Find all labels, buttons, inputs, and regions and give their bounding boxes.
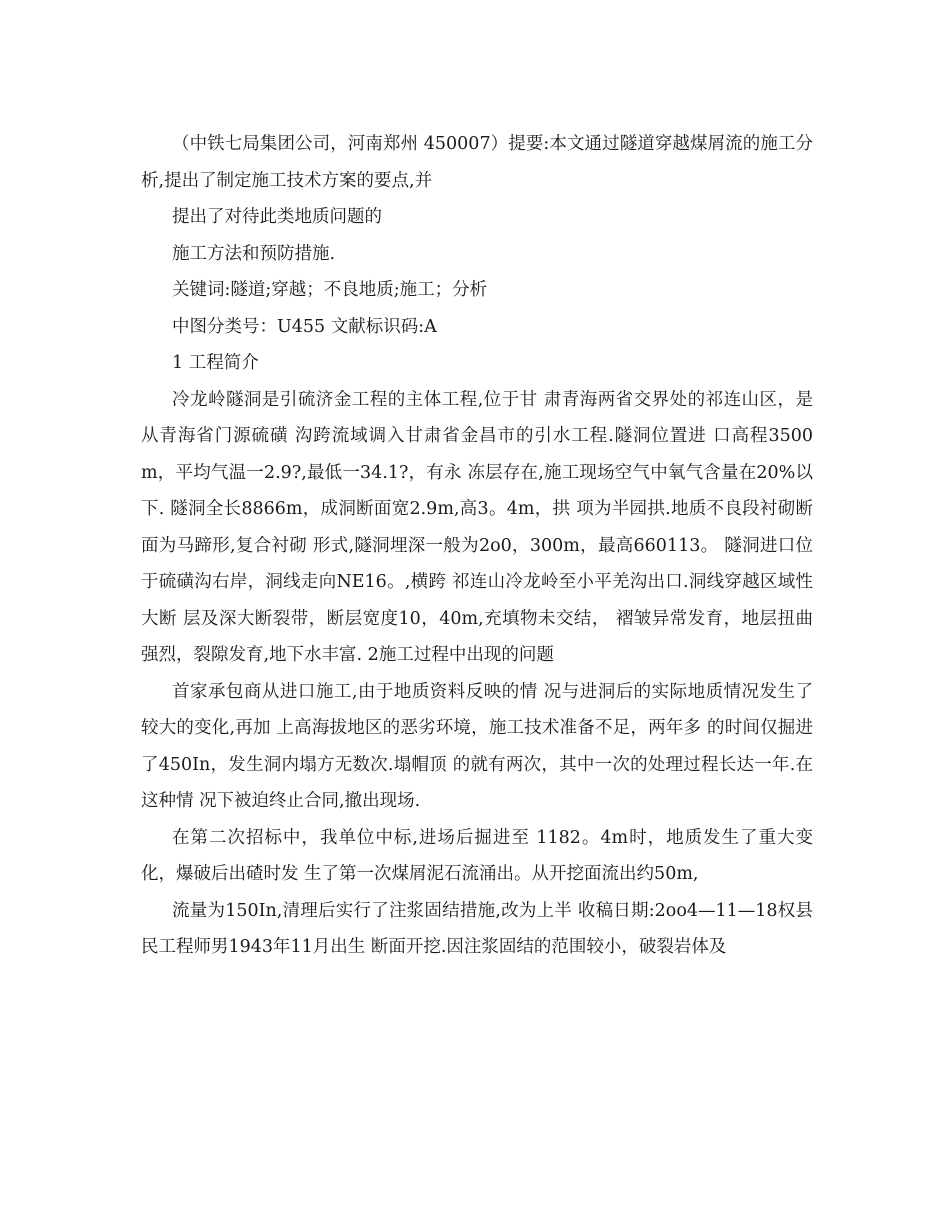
classification-line: 中图分类号：U455 文献标识码:A xyxy=(172,316,437,337)
abstract-continuation-2: 施工方法和预防措施. xyxy=(172,243,336,264)
document-body xyxy=(141,126,813,966)
abstract-continuation-1: 提出了对待此类地质问题的 xyxy=(172,207,382,227)
body-paragraph-flow-rate: 流量为150In,清理后实行了注浆固结措施,改为上半 收稿日期:2oo4—11—18权县民工程师男1943年11月出生 断面开挖.因注浆固结的范围较小，破裂岩体及 xyxy=(141,900,813,957)
body-paragraph-first-contractor: 首家承包商从进口施工,由于地质资料反映的情 况与进洞后的实际地质情况发生了较大的变化,再加 上高海拔地区的恶劣环境，施工技术准备不足，两年多 的时间仅掘进了450In，发生洞内塌方无数次.塌帽顶 的就有两次，其中一次的处理过程长达一年.在这种情 况下被迫终止合同,撤出现场. xyxy=(141,681,813,811)
body-paragraph-second-bid: 在第二次招标中，我单位中标,进场后掘进至 1182。4m时，地质发生了重大变化，爆破后出碴时发 生了第一次煤屑泥石流涌出。从开挖面流出约50m, xyxy=(141,827,813,884)
keywords-line: 关键词:隧道;穿越；不良地质;施工；分析 xyxy=(172,280,488,300)
body-paragraph-project-overview: 冷龙岭隧洞是引硫济金工程的主体工程,位于甘 肃青海两省交界处的祁连山区，是从青海省门源硫磺 沟跨流域调入甘肃省金昌市的引水工程.隧洞位置进 口高程3500m，平均气温一2.9?,最低一34.1?，有永 冻层存在,施工现场空气中氧气含量在20%以下. 隧洞全长8866m，成洞断面宽2.9m,高3。4m，拱 项为半园拱.地质不良段衬砌断面为马蹄形,复合衬砌 形式,隧洞埋深一般为2o0，300m，最高660113。 隧洞进口位于硫磺沟右岸，洞线走向NE16。,横跨 祁连山冷龙岭至小平羌沟出口.洞线穿越区域性大断 层及深大断裂带，断层宽度10，40m,充填物未交结， 褶皱异常发育，地层扭曲强烈，裂隙发育,地下水丰富. 2施工过程中出现的问题 xyxy=(141,389,813,665)
section-heading-project-overview: 1 工程简介 xyxy=(172,353,259,373)
abstract-paragraph: （中铁七局集团公司，河南郑州 450007）提要:本文通过隧道穿越煤屑流的施工分析,提出了制定施工技术方案的要点,并 xyxy=(141,134,813,191)
